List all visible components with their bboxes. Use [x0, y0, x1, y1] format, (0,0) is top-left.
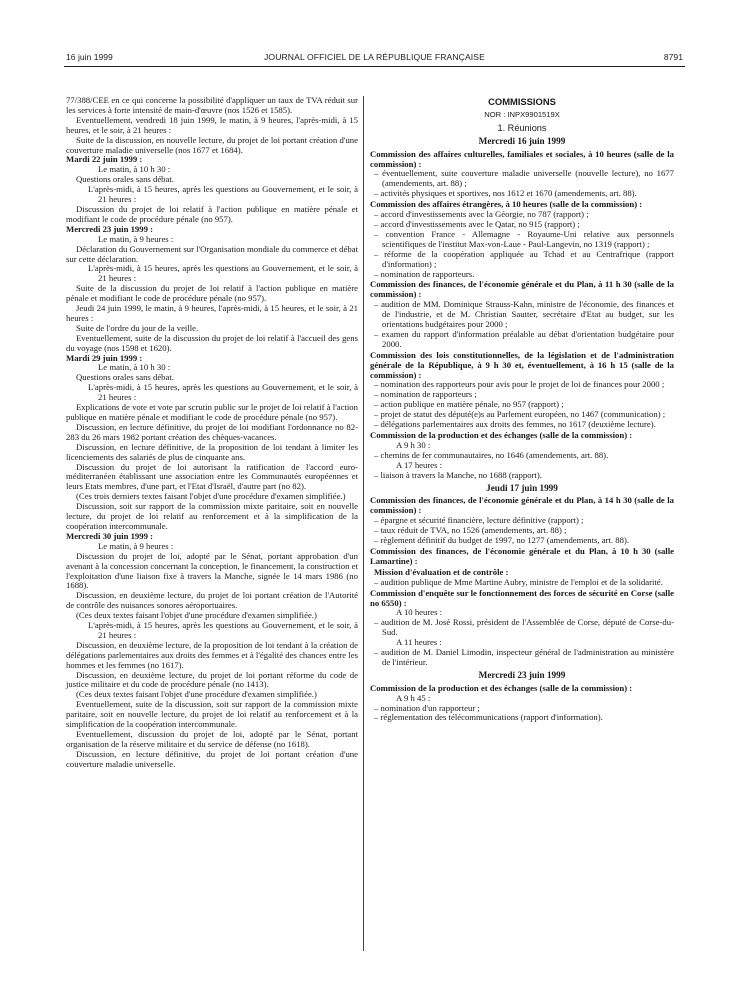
agenda-paragraph: Discussion, en lecture définitive, de la proposition de loi tendant à limiter les licenciements des salariés de plus de cinquante ans.: [66, 441, 358, 462]
agenda-paragraph: 77/388/CEE en ce qui concerne la possibilité d'appliquer un taux de TVA réduit sur les services à forte intensité de main-d'œuvre (nos 1526 et 1585).: [66, 95, 358, 115]
agenda-item: – éventuellement, suite couverture maladie universelle (nouvelle lecture), no 1677 (amendements, art. 88) ;: [374, 168, 674, 189]
agenda-item: – examen du rapport d'information préalable au débat d'orientation budgétaire pour 2000.: [374, 328, 674, 349]
agenda-time: L'après-midi, à 15 heures, après les questions au Gouvernement, et le soir, à 21 heures :: [88, 263, 358, 284]
agenda-item: – projet de statut des député(e)s au Parlement européen, no 1467 (communication) ;: [374, 409, 666, 420]
nor-reference: NOR : INPX9901519X: [484, 109, 560, 119]
meeting-time: A 10 heures :: [396, 607, 443, 618]
agenda-item: – audition publique de Mme Martine Aubry, ministre de l'emploi et de la solidarité.: [374, 576, 663, 587]
commission-heading: Commission de la production et des échanges (salle de la commission) :: [370, 682, 633, 693]
agenda-item: – accord d'investissements avec le Qatar, no 915 (rapport) ;: [374, 218, 580, 229]
agenda-item: – liaison à travers la Manche, no 1688 (rapport).: [374, 469, 542, 480]
agenda-paragraph: Discussion, en lecture définitive, du projet de loi portant création d'une couverture maladie universelle.: [66, 748, 358, 769]
agenda-paragraph: Suite de la discussion du projet de loi relatif à l'action publique en matière pénale et modifiant le code de procédure pénale (no 957).: [66, 283, 358, 304]
agenda-time: L'après-midi, à 15 heures, après les questions au Gouvernement, et le soir, à 21 heures :: [88, 382, 358, 403]
agenda-paragraph: Questions orales sans débat.: [76, 372, 174, 383]
agenda-item: – réforme de la coopération appliquée au Tchad et au Centrafrique (rapport d'information) ;: [374, 248, 674, 269]
agenda-day-heading: Mercredi 30 juin 1999 :: [66, 530, 154, 541]
commission-heading: Commission des finances, de l'économie générale et du Plan, à 10 h 30 (salle Lamartine) :: [370, 545, 674, 566]
mission-heading: Mission d'évaluation et de contrôle :: [374, 566, 509, 577]
commission-heading: Commission des lois constitutionnelles, de la législation et de l'administration générale de la République, à 9 h 30 et, éventuellement, à 16 h 15 (salle de la commission) :: [370, 349, 674, 380]
agenda-time: Le matin, à 10 h 30 :: [98, 362, 171, 373]
agenda-paragraph: Discussion du projet de loi autorisant la ratification de l'accord euro-méditerranéen établissant une association entre les Communautés européennes et leurs Etats membres, d'une part, et l'Etat d'Israël, d'autre part (no 82).: [66, 461, 358, 492]
section-title: COMMISSIONS: [488, 96, 556, 107]
commission-heading: Commission des finances, de l'économie générale et du Plan, à 14 h 30 (salle de la commission) :: [370, 495, 674, 516]
header-page-number: 8791: [663, 52, 683, 62]
column-divider: [363, 96, 364, 951]
agenda-item: – nomination des rapporteurs pour avis pour le projet de loi de finances pour 2000 ;: [374, 379, 665, 390]
agenda-day-heading: Mardi 22 juin 1999 :: [66, 154, 143, 165]
agenda-item: – audition de MM. Dominique Strauss-Kahn, ministre de l'économie, des finances et de l'industrie, et de M. Christian Sautter, secrétaire d'Etat au budget, sur les orientations budgétaires pour 2000 ;: [374, 299, 674, 330]
agenda-time: Le matin, à 10 h 30 :: [98, 164, 171, 175]
agenda-time: L'après-midi, à 15 heures, après les questions au Gouvernement, et le soir, à 21 heures :: [88, 620, 358, 640]
agenda-paragraph: Eventuellement, vendredi 18 juin 1999, le matin, à 9 heures, l'après-midi, à 15 heures, et le soir, à 21 heures :: [66, 114, 358, 135]
agenda-paragraph: Eventuellement, suite de la discussion du projet de loi relatif à l'accueil des gens du voyage (nos 1598 et 1620).: [66, 332, 358, 353]
agenda-paragraph: Explications de vote et vote par scrutin public sur le projet de loi relatif à l'action publique en matière pénale et modifiant le code de procédure pénale (no 957).: [66, 402, 358, 422]
agenda-item: – convention France - Allemagne - Royaume-Uni relative aux personnels scientifiques de l'institut Max-von-Laue - Paul-Langevin, no 1319 (rapport) ;: [374, 228, 674, 249]
agenda-paragraph: Jeudi 24 juin 1999, le matin, à 9 heures, l'après-midi, à 15 heures, et le soir, à 21 heures :: [66, 303, 358, 323]
agenda-item: – taux réduit de TVA, no 1526 (amendements, art. 88) ;: [374, 525, 567, 536]
agenda-item: – chemins de fer communautaires, no 1646 (amendements, art. 88).: [374, 449, 609, 460]
agenda-item: – nomination de rapporteurs.: [374, 268, 475, 279]
agenda-paragraph: (Ces deux textes faisant l'objet d'une procédure d'examen simplifiée.): [76, 610, 317, 621]
commission-heading: Commission des finances, de l'économie générale et du Plan, à 11 h 30 (salle de la commission) :: [370, 279, 674, 300]
agenda-time: Le matin, à 9 heures :: [98, 233, 174, 244]
agenda-paragraph: Discussion du projet de loi, adopté par le Sénat, portant approbation d'un avenant à la concession concernant la conception, le financement, la construction et l'exploitation d'une liaison fixe à travers la Manche, signée le 14 mars 1986 (no 1688).: [66, 550, 358, 591]
meeting-day: Mercredi 16 juin 1999: [478, 135, 566, 146]
agenda-time: Le matin, à 9 heures :: [98, 540, 174, 551]
right-column: [370, 96, 674, 723]
agenda-paragraph: Eventuellement, discussion du projet de loi, adopté par le Sénat, portant organisation de la réserve militaire et du service de défense (no 1618).: [66, 729, 358, 749]
commission-heading: Commission de la production et des échanges (salle de la commission) :: [370, 430, 633, 440]
meeting-time: A 9 h 30 :: [396, 439, 431, 450]
meeting-time: A 11 heures :: [396, 637, 442, 648]
agenda-paragraph: Discussion, soit sur rapport de la commission mixte paritaire, soit en nouvelle lecture, du projet de loi relatif au renforcement et à la simplification de la coopération intercommunale.: [66, 501, 358, 531]
agenda-paragraph: (Ces deux textes faisant l'objet d'une procédure d'examen simplifiée.): [76, 689, 317, 700]
agenda-item: – épargne et sécurité financière, lecture définitive (rapport) ;: [374, 515, 584, 526]
commission-heading: Commission d'enquête sur le fonctionnement des forces de sécurité en Corse (salle no 6550) :: [370, 587, 674, 608]
meeting-day: Mercredi 23 juin 1999: [478, 669, 566, 680]
agenda-item: – règlement définitif du budget de 1997, no 1277 (amendements, art. 88).: [374, 535, 630, 546]
agenda-paragraph: Déclaration du Gouvernement sur l'Organisation mondiale du commerce et débat sur cette déclaration.: [66, 243, 358, 264]
agenda-paragraph: Discussion du projet de loi relatif à l'action publique en matière pénale et modifiant le code de procédure pénale (no 957).: [66, 203, 358, 224]
commission-heading: Commission des affaires étrangères, à 10 heures (salle de la commission) :: [370, 199, 643, 210]
section-subtitle: 1. Réunions: [497, 122, 547, 133]
page-header: [66, 52, 683, 66]
agenda-paragraph: Discussion, en deuxième lecture, du projet de loi portant création de l'Autorité de contrôle des nuisances sonores aéroportuaires.: [66, 590, 358, 611]
agenda-item: – audition de M. Daniel Limodin, inspecteur général de l'administration au ministère de l'intérieur.: [374, 647, 674, 667]
agenda-paragraph: Eventuellement, suite de la discussion, soit sur rapport de la commission mixte paritaire, soit en nouvelle lecture, du projet de loi relatif au renforcement et à la simplification de la coopération intercommunale.: [66, 699, 358, 730]
meeting-time: A 9 h 45 :: [396, 692, 431, 703]
meeting-day: Jeudi 17 juin 1999: [486, 482, 558, 493]
agenda-item: – action publique en matière pénale, no 957 (rapport) ;: [374, 399, 564, 410]
agenda-time: L'après-midi, à 15 heures, après les questions au Gouvernement, et le soir, à 21 heures :: [88, 184, 358, 205]
agenda-item: – accord d'investissements avec la Géorgie, no 787 (rapport) ;: [374, 209, 589, 220]
agenda-item: – nomination d'un rapporteur ;: [374, 702, 480, 713]
commission-heading: Commission des affaires culturelles, familiales et sociales, à 10 heures (salle de la commission) :: [370, 148, 674, 169]
agenda-paragraph: Discussion, en deuxième lecture, de la proposition de loi tendant à la création de délégations parlementaires aux droits des femmes et à l'égalité des chances entre les hommes et les femmes (no 1617).: [66, 639, 358, 670]
agenda-paragraph: (Ces trois derniers textes faisant l'objet d'une procédure d'examen simplifiée.): [76, 491, 346, 502]
agenda-paragraph: Suite de l'ordre du jour de la veille.: [76, 322, 199, 333]
agenda-item: – réglementation des télécommunications (rapport d'information).: [374, 712, 603, 723]
header-title: JOURNAL OFFICIEL DE LA RÉPUBLIQUE FRANÇAISE: [264, 52, 485, 62]
agenda-day-heading: Mercredi 23 juin 1999 :: [66, 223, 154, 234]
header-date: 16 juin 1999: [66, 52, 113, 62]
agenda-item: – audition de M. José Rossi, président de l'Assemblée de Corse, député de Corse-du-Sud.: [374, 617, 674, 638]
agenda-paragraph: Discussion, en deuxième lecture, du projet de loi portant réforme du code de justice militaire et du code de procédure pénale (no 1413).: [66, 669, 358, 690]
agenda-paragraph: Discussion, en lecture définitive, du projet de loi modifiant l'ordonnance no 82-283 du 26 mars 1982 portant création des chèques-vacances.: [66, 421, 358, 442]
left-column: [66, 96, 358, 770]
agenda-paragraph: Questions orales sans débat.: [76, 174, 174, 185]
agenda-item: – délégations parlementaires aux droits des femmes, no 1617 (deuxième lecture).: [374, 419, 656, 430]
agenda-item: – nomination de rapporteurs ;: [374, 389, 477, 400]
header-rule: [64, 66, 685, 67]
agenda-item: – activités physiques et sportives, nos 1612 et 1670 (amendements, art. 88).: [374, 188, 637, 199]
meeting-time: A 17 heures :: [396, 459, 443, 470]
agenda-paragraph: Suite de la discussion, en nouvelle lecture, du projet de loi portant création d'une couverture maladie universelle (nos 1677 et 1684).: [66, 134, 358, 155]
agenda-day-heading: Mardi 29 juin 1999 :: [66, 352, 143, 363]
